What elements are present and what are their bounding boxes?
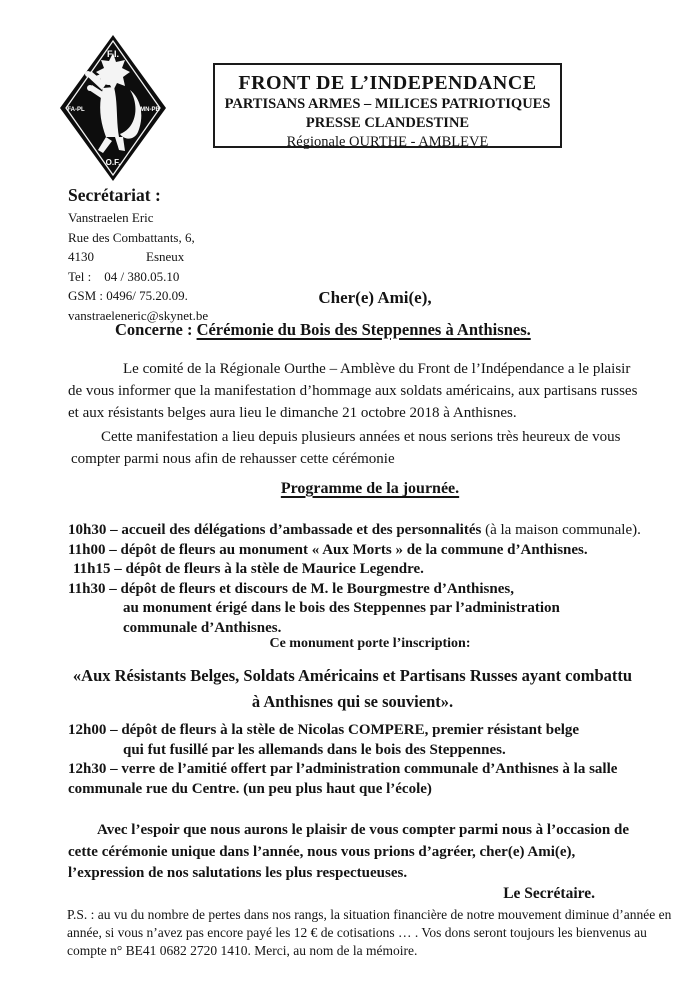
program-item-continuation: qui fut fusillé par les allemands dans le bois des Steppennes. [123, 741, 506, 758]
paragraph-invite: Cette manifestation a lieu depuis plusieurs années et nous serions très heureux de vous compter parmi nous afin de rehausser cette cérémonie [71, 429, 621, 467]
secretariat-email: vanstraeleneric@skynet.be [68, 307, 209, 323]
secretariat-tel: Tel : 04 / 380.05.10 [68, 268, 180, 284]
monument-inscription-intro: Ce monument porte l’inscription: [269, 636, 471, 651]
program-item: 11h00 – dépôt de fleurs au monument « Aux Morts » de la commune d’Anthisnes. [68, 541, 588, 558]
logo-top-label: F.I. [106, 49, 120, 59]
program-afternoon-list [68, 721, 658, 799]
paragraph-intro: Le comité de la Régionale Ourthe – Amblève du Front de l’Indépendance a le plaisir de vous informer que la manifestation d’hommage aux soldats américains, aux partisans russes et aux résistants belges aura lieu le dimanche 21 octobre 2018 à Anthisnes. [68, 361, 638, 421]
logo-right-label: MN-PB [140, 107, 160, 113]
salutation: Cher(e) Ami(e), [318, 288, 432, 307]
logo-bottom-label: O.F. [105, 158, 121, 167]
subject-line [115, 320, 531, 340]
monument-inscription: «Aux Résistants Belges, Soldats Américains et Partisans Russes ayant combattu à Anthisnes qui se souvient». [72, 666, 633, 711]
subject-text: Cérémonie du Bois des Steppennes à Anthisnes. [196, 320, 531, 339]
closing-paragraph: Avec l’espoir que nous aurons le plaisir de vous compter parmi nous à l’occasion de cette cérémonie unique dans l’année, nous vous prions d’agréer, cher(e) Ami(e), l’expression de nos salutations les plus respectueuses. [68, 822, 629, 881]
program-item: 12h30 – verre de l’amitié offert par l’administration communale d’Anthisnes à la salle [68, 761, 618, 777]
org-title: FRONT DE L’INDEPENDANCE [238, 72, 537, 94]
program-item: 11h30 – dépôt de fleurs et discours de M. le Bourgmestre d’Anthisnes, [68, 580, 514, 597]
program-item-continuation: communale rue du Centre. (un peu plus haut que l’école) [68, 780, 432, 797]
secretariat-postal-city: 4130 Esneux [68, 249, 185, 264]
program-item-continuation: au monument érigé dans le bois des Steppennes par l’administration [123, 600, 560, 616]
fi-emblem-logo [56, 32, 170, 184]
secretariat-heading: Secrétariat : [68, 185, 161, 205]
org-subtitle-2: PRESSE CLANDESTINE [305, 115, 470, 131]
program-item: 10h30 – accueil des délégations d’ambassade et des personnalités (à la maison communale). [68, 522, 641, 538]
logo-left-label: FA-PL [67, 107, 85, 113]
signature: Le Secrétaire. [503, 885, 595, 902]
program-list [68, 521, 643, 638]
program-item: 11h15 – dépôt de fleurs à la stèle de Maurice Legendre. [73, 561, 424, 577]
program-item: 12h00 – dépôt de fleurs à la stèle de Nicolas COMPERE, premier résistant belge [68, 722, 580, 738]
secretariat-name: Vanstraelen Eric [68, 210, 154, 225]
postscript: P.S. : au vu du nombre de pertes dans nos rangs, la situation financière de notre mouvement diminue d’année en année, si vous n’avez pas encore payé les 12 € de cotisations … . Vos dons seront toujours les bienvenus au compte n° BE41 0682 2720 1410. Merci, au nom de la mémoire. [67, 907, 672, 958]
secretariat-gsm: GSM : 0496/ 75.20.09. [68, 288, 188, 303]
secretariat-street: Rue des Combattants, 6, [68, 229, 195, 245]
org-regional: Régionale OURTHE - AMBLEVE [286, 134, 489, 150]
header-box [213, 63, 562, 148]
lion-rampant-icon [56, 32, 170, 184]
subject-label: Concerne : [115, 320, 197, 339]
org-subtitle-1: PARTISANS ARMES – MILICES PATRIOTIQUES [224, 96, 551, 112]
program-heading: Programme de la journée. [280, 480, 460, 497]
program-item-continuation: communale d’Anthisnes. [123, 619, 282, 636]
